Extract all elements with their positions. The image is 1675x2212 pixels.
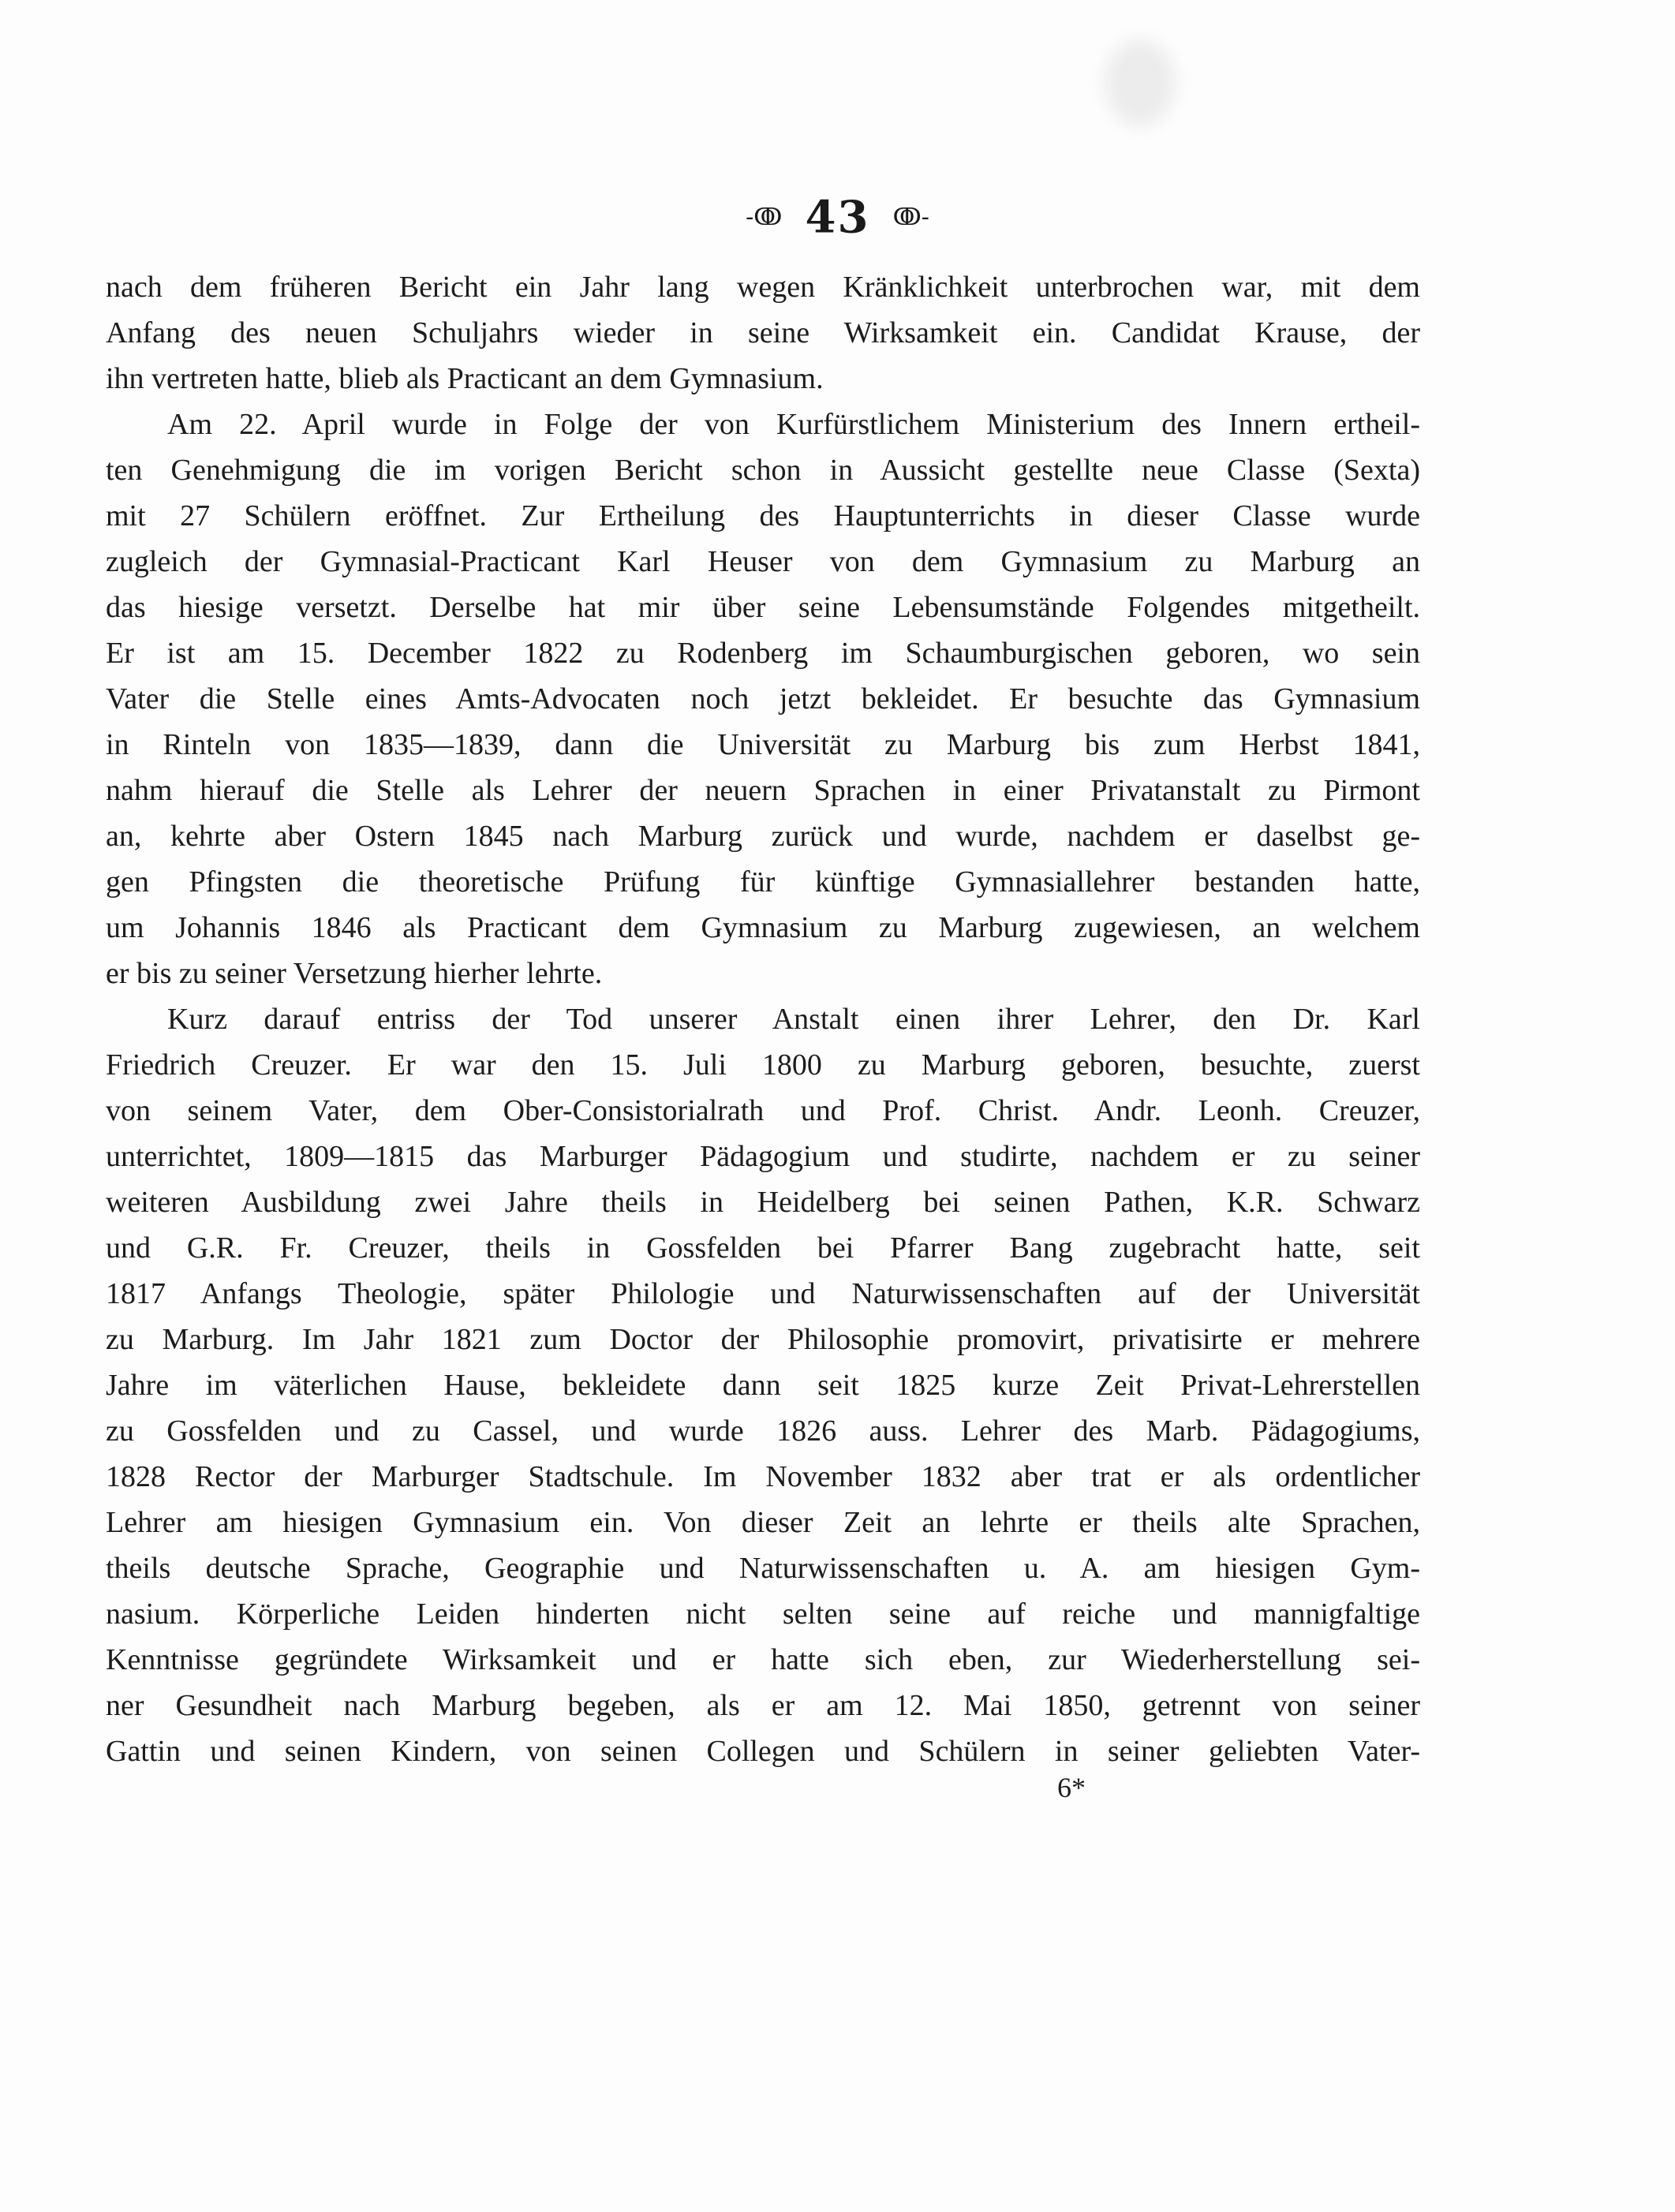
text-line: Jahre im väterlichen Hause, bekleidete dann seit 1825 kurze Zeit Privat-Lehrerstellen	[106, 1369, 1420, 1402]
text-line: an, kehrte aber Ostern 1845 nach Marburg zurück und wurde, nachdem er daselbst ge-	[106, 820, 1420, 853]
text-line: und G.R. Fr. Creuzer, theils in Gossfelden bei Pfarrer Bang zugebracht hatte, seit	[106, 1231, 1420, 1265]
text-line: nahm hierauf die Stelle als Lehrer der neuern Sprachen in einer Privatanstalt zu Pirmont	[106, 774, 1420, 807]
text-line: Am 22. April wurde in Folge der von Kurfürstlichem Ministerium des Innern ertheil-	[167, 408, 1420, 441]
text-line: Gattin und seinen Kindern, von seinen Collegen und Schülern in seiner geliebten Vater-	[106, 1735, 1420, 1768]
ornament-right-icon: ↂ-	[892, 203, 929, 231]
ornament-left-icon: -ↂ	[746, 203, 783, 231]
text-line: Friedrich Creuzer. Er war den 15. Juli 1800 zu Marburg geboren, besuchte, zuerst	[106, 1048, 1420, 1082]
text-line: unterrichtet, 1809—1815 das Marburger Pädagogium und studirte, nachdem er zu seiner	[106, 1140, 1420, 1173]
text-line: Kurz darauf entriss der Tod unserer Anstalt einen ihrer Lehrer, den Dr. Karl	[167, 1003, 1420, 1036]
text-line: Anfang des neuen Schuljahrs wieder in seine Wirksamkeit ein. Candidat Krause, der	[106, 316, 1420, 349]
text-line: ner Gesundheit nach Marburg begeben, als er am 12. Mai 1850, getrennt von seiner	[106, 1689, 1420, 1722]
text-line: nach dem früheren Bericht ein Jahr lang wegen Kränklichkeit unterbrochen war, mit dem	[106, 271, 1420, 304]
body-text	[106, 264, 1420, 1774]
page-header	[0, 189, 1675, 245]
text-line: zugleich der Gymnasial-Practicant Karl Heuser von dem Gymnasium zu Marburg an	[106, 545, 1420, 578]
text-line: ten Genehmigung die im vorigen Bericht schon in Aussicht gestellte neue Classe (Sexta)	[106, 454, 1420, 487]
text-line: in Rinteln von 1835—1839, dann die Universität zu Marburg bis zum Herbst 1841,	[106, 728, 1420, 761]
text-line: 1817 Anfangs Theologie, später Philologie und Naturwissenschaften auf der Universität	[106, 1277, 1420, 1310]
text-line: das hiesige versetzt. Derselbe hat mir über seine Lebensumstände Folgendes mitgetheilt.	[106, 591, 1420, 624]
text-line: theils deutsche Sprache, Geographie und Naturwissenschaften u. A. am hiesigen Gym-	[106, 1552, 1420, 1585]
text-line: zu Marburg. Im Jahr 1821 zum Doctor der Philosophie promovirt, privatisirte er mehrere	[106, 1323, 1420, 1356]
text-line: weiteren Ausbildung zwei Jahre theils in Heidelberg bei seinen Pathen, K.R. Schwarz	[106, 1186, 1420, 1219]
signature-mark: 6*	[1057, 1772, 1086, 1803]
text-line: Vater die Stelle eines Amts-Advocaten noch jetzt bekleidet. Er besuchte das Gymnasium	[106, 682, 1420, 716]
page-number: 43	[805, 191, 870, 244]
text-line: zu Gossfelden und zu Cassel, und wurde 1826 auss. Lehrer des Marb. Pädagogiums,	[106, 1414, 1420, 1448]
text-line: er bis zu seiner Versetzung hierher lehrte.	[106, 957, 603, 990]
text-line: Lehrer am hiesigen Gymnasium ein. Von dieser Zeit an lehrte er theils alte Sprachen,	[106, 1506, 1420, 1539]
text-line: nasium. Körperliche Leiden hinderten nicht selten seine auf reiche und mannigfaltige	[106, 1597, 1420, 1631]
text-line: mit 27 Schülern eröffnet. Zur Ertheilung des Hauptunterrichts in dieser Classe wurde	[106, 499, 1420, 532]
paper-smudge	[1105, 39, 1176, 126]
text-line: Er ist am 15. December 1822 zu Rodenberg im Schaumburgischen geboren, wo sein	[106, 637, 1420, 670]
text-line: ihn vertreten hatte, blieb als Practicant an dem Gymnasium.	[106, 362, 824, 395]
text-line: um Johannis 1846 als Practicant dem Gymnasium zu Marburg zugewiesen, an welchem	[106, 911, 1420, 944]
text-line: Kenntnisse gegründete Wirksamkeit und er hatte sich eben, zur Wiederherstellung sei-	[106, 1643, 1420, 1676]
text-line: von seinem Vater, dem Ober-Consistorialrath und Prof. Christ. Andr. Leonh. Creuzer,	[106, 1094, 1420, 1127]
text-line: 1828 Rector der Marburger Stadtschule. Im November 1832 aber trat er als ordentlicher	[106, 1460, 1420, 1493]
text-line: gen Pfingsten die theoretische Prüfung für künftige Gymnasiallehrer bestanden hatte,	[106, 865, 1420, 899]
